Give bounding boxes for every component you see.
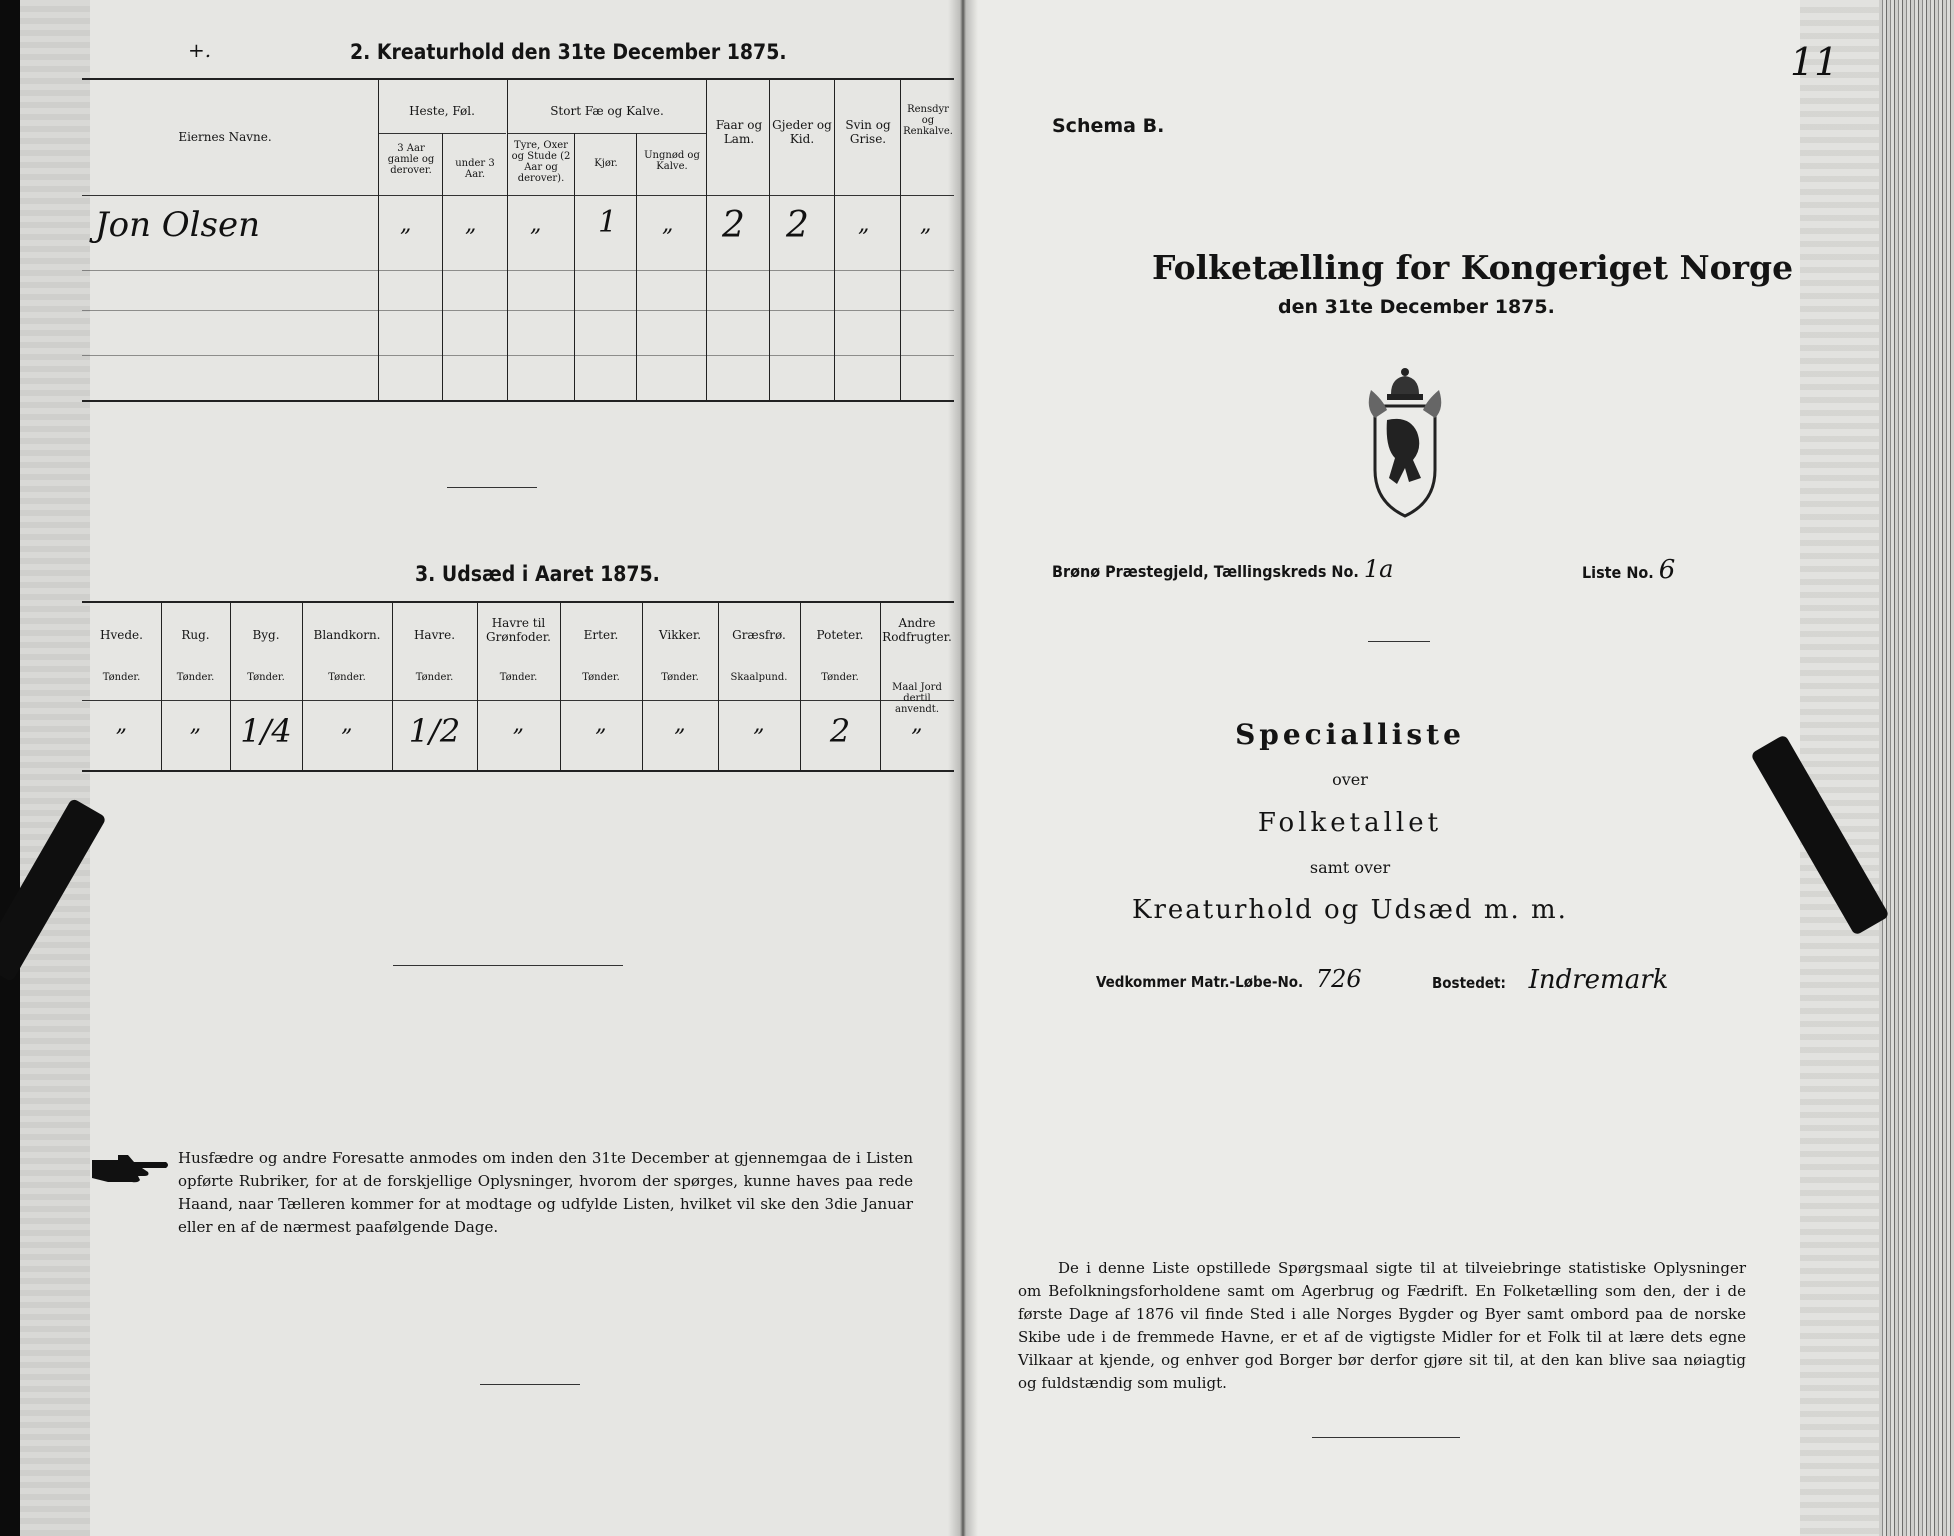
s2-col-div bbox=[706, 78, 707, 400]
udsaed-header: Poteter. bbox=[816, 628, 864, 642]
udsaed-unit: Tønder. bbox=[176, 672, 215, 683]
bosted-label: Bostedet: bbox=[1432, 974, 1506, 992]
udsaed-header: Byg. bbox=[252, 628, 280, 642]
udsaed-unit: Tønder. bbox=[328, 672, 366, 683]
s2-col-div bbox=[834, 78, 835, 400]
bosted-line bbox=[1432, 965, 1668, 995]
coat-of-arms-icon bbox=[1365, 360, 1445, 524]
udsaed-header: Andre Rodfrugter. bbox=[882, 616, 952, 644]
heste-group-header: Heste, Føl. bbox=[409, 104, 475, 118]
tyre-header: Tyre, Oxer og Stude (2 Aar og derover). bbox=[511, 140, 571, 184]
rule-right-bottom bbox=[1312, 1437, 1460, 1438]
s2-col-div bbox=[378, 78, 379, 400]
udsaed-unit: Tønder. bbox=[821, 672, 859, 683]
matr-line bbox=[1096, 965, 1362, 993]
page-number: 11 bbox=[1790, 40, 1839, 84]
udsaed-value: „ bbox=[189, 712, 202, 737]
list-label: Liste No. bbox=[1582, 563, 1654, 582]
udsaed-unit: Tønder. bbox=[415, 672, 454, 683]
cell-gjeder: 2 bbox=[786, 205, 809, 246]
section3-title: 3. Udsæd i Aaret 1875. bbox=[415, 562, 660, 586]
udsaed-value: „ bbox=[341, 712, 353, 737]
udsaed-unit: Skaalpund. bbox=[730, 672, 788, 683]
pointing-hand-icon bbox=[88, 1150, 172, 1190]
rule-left-bottom bbox=[480, 1384, 580, 1385]
s3-col-div bbox=[718, 601, 719, 770]
list-no: 6 bbox=[1658, 555, 1676, 585]
list-line bbox=[1582, 555, 1675, 585]
owner-name: Jon Olsen bbox=[95, 205, 261, 245]
udsaed-value: 1/2 bbox=[408, 712, 461, 750]
underlying-page-strip bbox=[1800, 0, 1879, 1536]
s2-col-div bbox=[769, 78, 770, 400]
udsaed-unit: Maal Jord dertil anvendt. bbox=[892, 682, 942, 715]
rensdyr-header: Rensdyr og Renkalve. bbox=[903, 104, 953, 137]
udsaed-header: Havre til Grønfoder. bbox=[486, 616, 551, 644]
svin-header: Svin og Grise. bbox=[845, 118, 891, 146]
s2-fae-sub-rule bbox=[508, 133, 706, 134]
udsaed-value: „ bbox=[753, 712, 765, 737]
gjeder-header: Gjeder og Kid. bbox=[772, 118, 832, 146]
rule-left-mid bbox=[393, 965, 623, 966]
district-label: Tællingskreds No. bbox=[1213, 562, 1359, 581]
udsaed-value: „ bbox=[512, 712, 525, 737]
udsaed-value: „ bbox=[911, 712, 923, 737]
udsaed-header: Vikker. bbox=[658, 628, 702, 642]
cell-rensdyr: „ bbox=[920, 212, 932, 237]
udsaed-value: 2 bbox=[829, 712, 851, 750]
s3-top-rule bbox=[82, 601, 954, 603]
book-gutter bbox=[948, 0, 978, 1536]
udsaed-unit: Tønder. bbox=[247, 672, 285, 683]
page-edges bbox=[1879, 0, 1954, 1536]
separator-rule bbox=[447, 487, 537, 488]
folketallet-title: Folketallet bbox=[1257, 808, 1443, 838]
s3-col-div bbox=[642, 601, 643, 770]
bosted-value: Indremark bbox=[1528, 965, 1669, 995]
s2-row-rule-3 bbox=[82, 355, 954, 356]
udsaed-unit: Tønder. bbox=[499, 672, 538, 683]
cell-ungnod: „ bbox=[662, 212, 674, 237]
specialliste-title: Specialliste bbox=[1235, 718, 1465, 751]
main-heading: Folketælling for Kongeriget Norge bbox=[1152, 248, 1794, 287]
cell-heste-old: „ bbox=[400, 212, 412, 237]
s2-col-div bbox=[900, 78, 901, 400]
udsaed-value: „ bbox=[115, 712, 128, 737]
s2-col-div bbox=[442, 133, 443, 400]
udsaed-header: Græsfrø. bbox=[732, 628, 786, 642]
udsaed-header: Hvede. bbox=[100, 628, 143, 642]
s2-col-div bbox=[636, 133, 637, 400]
udsaed-header: Blandkorn. bbox=[313, 628, 381, 642]
udsaed-unit: Tønder. bbox=[582, 672, 620, 683]
heste-old-header: 3 Aar gamle og derover. bbox=[387, 143, 435, 176]
s2-col-div bbox=[507, 78, 508, 400]
udsaed-header: Rug. bbox=[181, 628, 210, 642]
heste-young-header: under 3 Aar. bbox=[455, 158, 495, 180]
s3-bottom-rule bbox=[82, 770, 954, 772]
s2-top-rule bbox=[82, 78, 954, 80]
faar-header: Faar og Lam. bbox=[715, 118, 763, 146]
udsaed-value: „ bbox=[674, 712, 686, 737]
parish-line bbox=[1052, 555, 1393, 583]
over-text-1: over bbox=[1332, 770, 1368, 789]
s3-col-div bbox=[560, 601, 561, 770]
s3-header-rule bbox=[82, 700, 954, 701]
udsaed-value: 1/4 bbox=[240, 712, 292, 750]
notice-text: Husfædre og andre Foresatte anmodes om inden den 31te December at gjennemgaa de i Listen opførte Rubriker, for at de forskjellige Oplysninger, hvorom der spørges, kunne haves paa rede Haand, naar Tælleren kommer for at modtage og udfylde Listen, hvilket vil ske den 3die Januar eller en af de nærmest paafølgende Dage. bbox=[178, 1149, 913, 1236]
udsaed-header: Havre. bbox=[413, 628, 456, 642]
samt-over-text: samt over bbox=[1309, 858, 1391, 877]
udsaed-value: „ bbox=[595, 712, 607, 737]
rule-right-1 bbox=[1368, 641, 1430, 642]
schema-label: Schema B. bbox=[1052, 115, 1165, 137]
cell-tyre: „ bbox=[530, 212, 542, 237]
s2-col-div bbox=[574, 133, 575, 400]
matr-no: 726 bbox=[1315, 965, 1362, 993]
s2-row-rule-2 bbox=[82, 310, 954, 311]
s2-header-rule bbox=[82, 195, 954, 196]
udsaed-header: Erter. bbox=[583, 628, 619, 642]
s2-bottom-rule bbox=[82, 400, 954, 402]
cell-svin: „ bbox=[858, 212, 870, 237]
kjor-header: Kjør. bbox=[594, 158, 618, 169]
kreaturhold-title: Kreaturhold og Udsæd m. m. bbox=[1132, 895, 1568, 925]
s3-col-div bbox=[302, 601, 303, 770]
s3-col-div bbox=[161, 601, 162, 770]
udsaed-unit: Tønder. bbox=[102, 672, 141, 683]
udsaed-unit: Tønder. bbox=[661, 672, 699, 683]
previous-page-edge bbox=[20, 0, 90, 1536]
section2-title: 2. Kreaturhold den 31te December 1875. bbox=[350, 40, 787, 64]
parish-name: Brønø Præstegjeld, bbox=[1052, 562, 1209, 581]
heading-date: den 31te December 1875. bbox=[1278, 296, 1555, 318]
owner-header: Eiernes Navne. bbox=[178, 130, 272, 144]
footer-text: De i denne Liste opstillede Spørgsmaal sigte til at tilveiebringe statistiske Oplysninger om Befolkningsforholdene samt om Agerbrug og Fædrift. En Folketælling som den, der i de første Dage af 1876 vil finde Sted i alle Norges Bygder og Byer samt ombord paa de norske Skibe ude i de fremmede Havne, er et af de vigtigste Midler for et Folk til at lære dets egne Vilkaar at kjende, og enhver god Borger bør derfor gjøre sit til, at den kan blive saa nøiagtig og fuldstændig som muligt. bbox=[1018, 1259, 1746, 1392]
district-no: 1a bbox=[1363, 555, 1394, 583]
corner-mark: +. bbox=[188, 38, 212, 62]
cell-heste-young: „ bbox=[465, 212, 477, 237]
stort-fae-group-header: Stort Fæ og Kalve. bbox=[550, 104, 664, 118]
matr-label: Vedkommer Matr.-Løbe-No. bbox=[1096, 973, 1304, 991]
cell-faar: 2 bbox=[722, 205, 745, 246]
s2-row-rule-1 bbox=[82, 270, 954, 271]
cell-kjor: 1 bbox=[598, 205, 618, 240]
ungnod-header: Ungnød og Kalve. bbox=[644, 150, 700, 172]
